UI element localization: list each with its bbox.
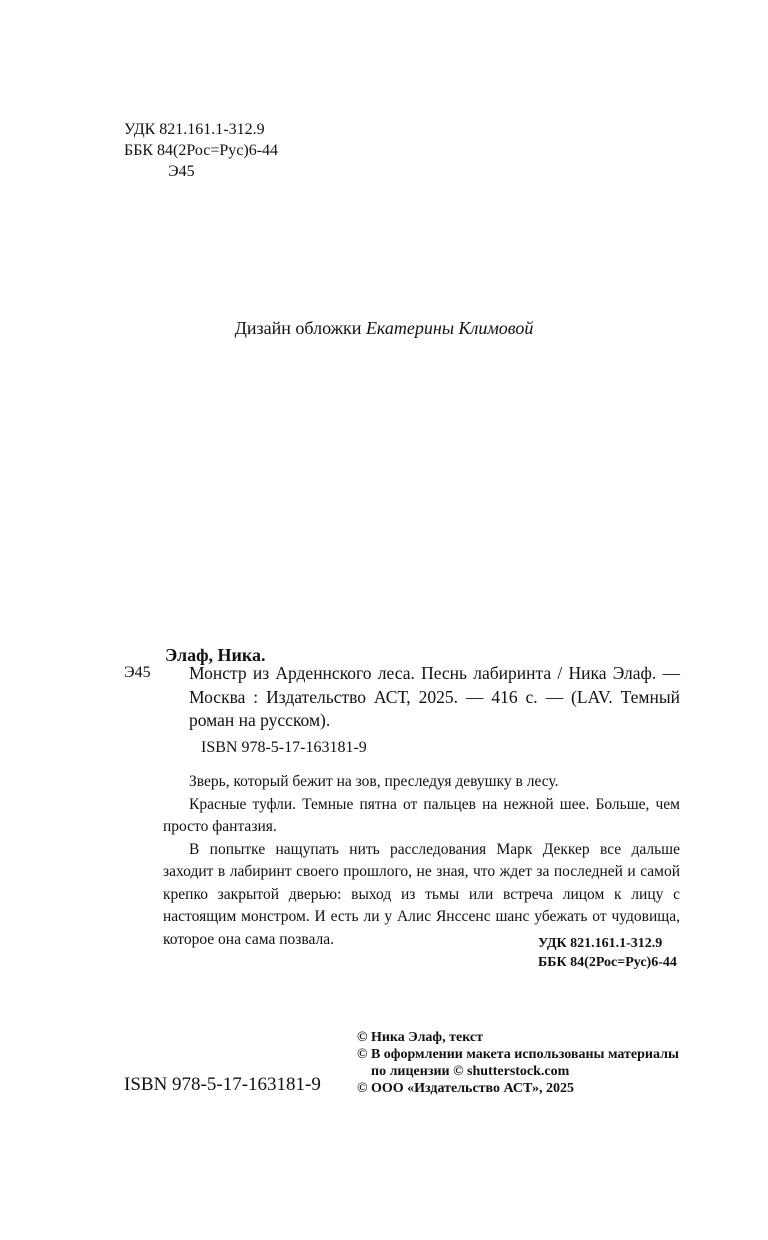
udk-code: УДК 821.161.1-312.9: [124, 121, 265, 138]
annotation: [163, 771, 680, 951]
copyright-license: по лицензии © shutterstock.com: [371, 1064, 570, 1079]
cover-design-credit: [0, 318, 768, 339]
record-udk: УДК 821.161.1-312.9: [538, 936, 663, 951]
bibliographic-description: Монстр из Арденнского леса. Песнь лабиринта / Ника Элаф. — Москва : Издательство АСТ, 2025. — 416 с. — (LAV. Темный роман на русском).: [189, 663, 680, 730]
top-classification-codes: [124, 119, 278, 182]
record-author: Элаф, Ника.: [165, 645, 266, 665]
cover-designer-name: Екатерины Климовой: [365, 318, 534, 338]
bbk-code: ББК 84(2Рос=Рус)6-44: [124, 142, 279, 159]
record-side-code: Э45: [124, 664, 151, 681]
copyright-text: © Ника Элаф, текст: [357, 1030, 484, 1045]
annotation-paragraph: В попытке нащупать нить расследования Марк Деккер все дальше заходит в лабиринт своего прошлого, не зная, что ждет за последней и самой крепко закрытой дверью: выход из тьмы или встреча лицом к лицу с настоящим монстром. И есть ли у Алис Янссенс шанс убежать от чудовища, которое она сама позвала.: [163, 840, 680, 948]
author-code: Э45: [168, 163, 195, 180]
annotation-paragraph: Красные туфли. Темные пятна от пальцев на нежной шее. Больше, чем просто фантазия.: [163, 795, 680, 835]
copyright-layout: © В оформлении макета использованы материалы: [357, 1047, 679, 1062]
copyright-publisher: © ООО «Издательство АСТ», 2025: [357, 1081, 575, 1096]
cover-design-prefix: Дизайн обложки: [234, 318, 362, 338]
copyright-block: [357, 1029, 679, 1097]
record-bbk: ББК 84(2Рос=Рус)6-44: [538, 955, 677, 970]
bottom-isbn: ISBN 978-5-17-163181-9: [124, 1074, 321, 1095]
record-classification: [538, 934, 677, 972]
annotation-paragraph: Зверь, который бежит на зов, преследуя девушку в лесу.: [189, 773, 559, 790]
record-isbn: ISBN 978-5-17-163181-9: [201, 739, 367, 756]
